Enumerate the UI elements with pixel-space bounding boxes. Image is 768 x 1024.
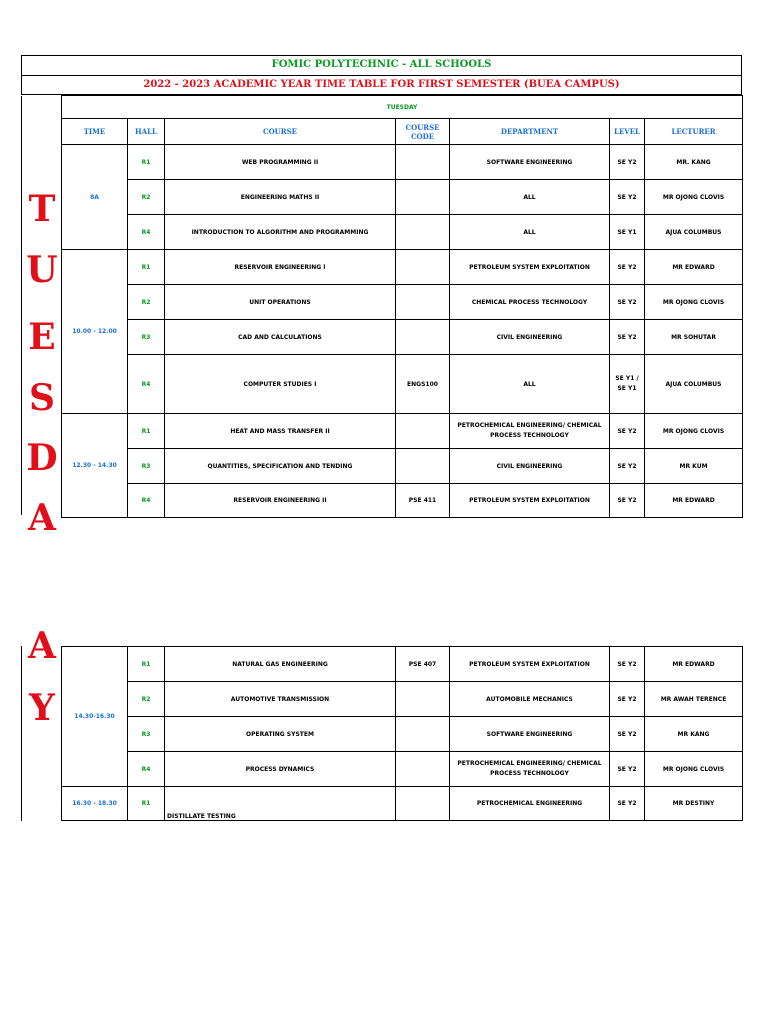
hall-cell: R1	[128, 647, 165, 682]
course-code-cell	[396, 717, 450, 752]
level-cell: SE Y1	[610, 215, 645, 250]
lecturer-cell: MR KUM	[645, 449, 743, 484]
course-cell: QUANTITIES, SPECIFICATION AND TENDING	[165, 449, 396, 484]
hall-cell: R2	[128, 180, 165, 215]
department-cell: ALL	[450, 180, 610, 215]
level-cell: SE Y2	[610, 180, 645, 215]
level-cell: SE Y2	[610, 145, 645, 180]
department-cell: PETROCHEMICAL ENGINEERING	[450, 787, 610, 821]
department-cell: PETROLEUM SYSTEM EXPLOITATION	[450, 250, 610, 285]
time-slot: 10.00 - 12.00	[62, 250, 128, 414]
time-slot: 12.30 - 14.30	[62, 414, 128, 518]
hall-cell: R2	[128, 285, 165, 320]
level-cell: SE Y2	[610, 250, 645, 285]
col-level: LEVEL	[610, 119, 645, 145]
level-cell: SE Y1 / SE Y1	[610, 355, 645, 414]
time-slot: 8A	[62, 145, 128, 250]
lecturer-cell: MR SOHUTAR	[645, 320, 743, 355]
course-cell: INTRODUCTION TO ALGORITHM AND PROGRAMMING	[165, 215, 396, 250]
table-row	[62, 215, 743, 250]
department-cell: PETROCHEMICAL ENGINEERING/ CHEMICAL PROCESS TECHNOLOGY	[450, 414, 610, 449]
department-cell: PETROLEUM SYSTEM EXPLOITATION	[450, 647, 610, 682]
level-cell: SE Y2	[610, 682, 645, 717]
course-cell: ENGINEERING MATHS II	[165, 180, 396, 215]
hall-cell: R2	[128, 682, 165, 717]
course-code-cell	[396, 320, 450, 355]
day-letter: T	[28, 188, 56, 230]
timetable-page-1	[61, 95, 743, 518]
day-letter: A	[28, 625, 56, 667]
lecturer-cell: AJUA COLUMBUS	[645, 215, 743, 250]
table-row	[62, 250, 743, 285]
department-cell: CHEMICAL PROCESS TECHNOLOGY	[450, 285, 610, 320]
lecturer-cell: MR OJONG CLOVIS	[645, 285, 743, 320]
col-department: DEPARTMENT	[450, 119, 610, 145]
course-code-cell	[396, 180, 450, 215]
course-code-cell	[396, 145, 450, 180]
lecturer-cell: MR EDWARD	[645, 250, 743, 285]
course-cell: COMPUTER STUDIES I	[165, 355, 396, 414]
table-row	[62, 752, 743, 787]
lecturer-cell: MR EDWARD	[645, 484, 743, 518]
hall-cell: R3	[128, 449, 165, 484]
department-cell: PETROCHEMICAL ENGINEERING/ CHEMICAL PROCESS TECHNOLOGY	[450, 752, 610, 787]
day-letters-top	[21, 96, 62, 539]
table-row	[62, 682, 743, 717]
day-letter: S	[29, 377, 55, 419]
hall-cell: R4	[128, 355, 165, 414]
course-cell: PROCESS DYNAMICS	[165, 752, 396, 787]
course-cell: AUTOMOTIVE TRANSMISSION	[165, 682, 396, 717]
day-letter: A	[28, 497, 56, 539]
department-cell: ALL	[450, 215, 610, 250]
lecturer-cell: MR AWAH TERENCE	[645, 682, 743, 717]
course-code-cell: PSE 407	[396, 647, 450, 682]
table-row	[62, 414, 743, 449]
hall-cell: R4	[128, 752, 165, 787]
time-slot: 14.30-16.30	[62, 647, 128, 787]
table-row	[62, 449, 743, 484]
department-cell: CIVIL ENGINEERING	[450, 320, 610, 355]
col-hall: HALL	[128, 119, 165, 145]
department-cell: PETROLEUM SYSTEM EXPLOITATION	[450, 484, 610, 518]
lecturer-cell: MR KANG	[645, 717, 743, 752]
level-cell: SE Y2	[610, 320, 645, 355]
course-cell: RESERVOIR ENGINEERING I	[165, 250, 396, 285]
col-lecturer: LECTURER	[645, 119, 743, 145]
column-header-row	[62, 119, 743, 145]
table-row	[62, 647, 743, 682]
course-code-cell	[396, 250, 450, 285]
table-row	[62, 484, 743, 518]
hall-cell: R1	[128, 250, 165, 285]
level-cell: SE Y2	[610, 414, 645, 449]
course-cell: CAD AND CALCULATIONS	[165, 320, 396, 355]
course-cell: HEAT AND MASS TRANSFER II	[165, 414, 396, 449]
day-letter: D	[26, 437, 58, 479]
course-code-cell	[396, 682, 450, 717]
table-row	[62, 180, 743, 215]
lecturer-cell: MR OJONG CLOVIS	[645, 752, 743, 787]
table-row	[62, 320, 743, 355]
timetable-subtitle: 2022 - 2023 ACADEMIC YEAR TIME TABLE FOR FIRST SEMESTER (BUEA CAMPUS)	[21, 75, 742, 95]
level-cell: SE Y2	[610, 787, 645, 821]
level-cell: SE Y2	[610, 647, 645, 682]
hall-cell: R1	[128, 414, 165, 449]
course-cell: DISTILLATE TESTING	[165, 787, 396, 821]
course-cell: UNIT OPERATIONS	[165, 285, 396, 320]
col-time: TIME	[62, 119, 128, 145]
time-slot: 16.30 - 18.30	[62, 787, 128, 821]
hall-cell: R3	[128, 320, 165, 355]
course-code-cell	[396, 787, 450, 821]
hall-cell: R1	[128, 145, 165, 180]
department-cell: CIVIL ENGINEERING	[450, 449, 610, 484]
course-cell: RESERVOIR ENGINEERING II	[165, 484, 396, 518]
hall-cell: R1	[128, 787, 165, 821]
lecturer-cell: MR EDWARD	[645, 647, 743, 682]
day-title: TUESDAY	[62, 96, 743, 119]
level-cell: SE Y2	[610, 484, 645, 518]
hall-cell: R3	[128, 717, 165, 752]
lecturer-cell: MR DESTINY	[645, 787, 743, 821]
timetable-page-2	[61, 646, 743, 821]
level-cell: SE Y2	[610, 285, 645, 320]
level-cell: SE Y2	[610, 717, 645, 752]
col-course: COURSE	[165, 119, 396, 145]
lecturer-cell: AJUA COLUMBUS	[645, 355, 743, 414]
table-row	[62, 285, 743, 320]
department-cell: SOFTWARE ENGINEERING	[450, 145, 610, 180]
level-cell: SE Y2	[610, 449, 645, 484]
table-row	[62, 145, 743, 180]
day-letter: Y	[29, 687, 55, 729]
day-letters-bottom	[21, 625, 62, 821]
course-code-cell	[396, 285, 450, 320]
course-code-cell: ENGS100	[396, 355, 450, 414]
hall-cell: R4	[128, 484, 165, 518]
course-cell: NATURAL GAS ENGINEERING	[165, 647, 396, 682]
course-code-cell	[396, 752, 450, 787]
institution-title: FOMIC POLYTECHNIC - ALL SCHOOLS	[21, 55, 742, 76]
table-row	[62, 355, 743, 414]
course-code-cell: PSE 411	[396, 484, 450, 518]
col-course-code: COURSE CODE	[396, 119, 450, 145]
course-cell: WEB PROGRAMMING II	[165, 145, 396, 180]
table-row	[62, 787, 743, 821]
course-code-cell	[396, 414, 450, 449]
course-cell: OPERATING SYSTEM	[165, 717, 396, 752]
course-code-cell	[396, 449, 450, 484]
department-cell: SOFTWARE ENGINEERING	[450, 717, 610, 752]
day-letter: E	[28, 316, 56, 358]
table-row	[62, 717, 743, 752]
department-cell: ALL	[450, 355, 610, 414]
lecturer-cell: MR. KANG	[645, 145, 743, 180]
course-code-cell	[396, 215, 450, 250]
lecturer-cell: MR OJONG CLOVIS	[645, 414, 743, 449]
hall-cell: R4	[128, 215, 165, 250]
level-cell: SE Y2	[610, 752, 645, 787]
department-cell: AUTOMOBILE MECHANICS	[450, 682, 610, 717]
lecturer-cell: MR OJONG CLOVIS	[645, 180, 743, 215]
day-letter: U	[26, 249, 58, 291]
